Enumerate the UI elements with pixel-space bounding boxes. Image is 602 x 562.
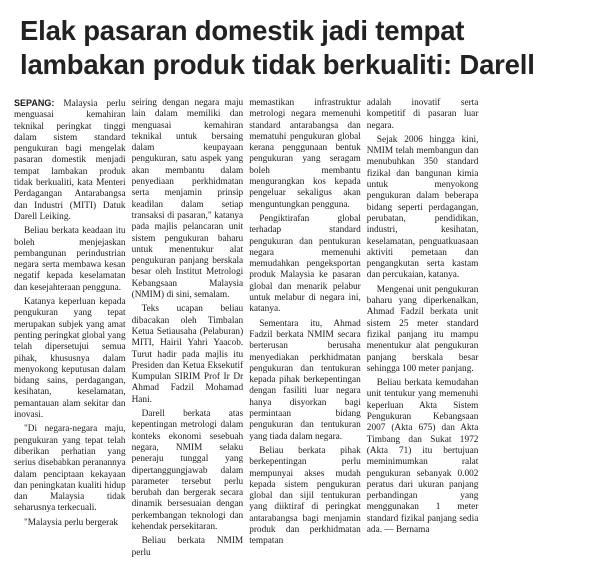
article-column-4 [367, 98, 479, 562]
paragraph: adalah inovatif serta kompetitif di pasaran luar negara. [366, 98, 479, 131]
paragraph: Sementara itu, Ahmad Fadzil berkata NMIM secara berterusan berusaha menyediakan perkhidmatan pengukuran dan tentukuran kepada pihak berkepentingan dengan fasiliti luar negara hanya disyorkan bagi permintaan bidang pengukuran dan tentukuran yang tiada dalam negara. [249, 318, 361, 442]
paragraph: Pengiktirafan global terhadap standard pengukuran dan pentukuran negara memenuhi memudahkan pengeksportan produk Malaysia ke pasaran global dan menarik pelabur untuk melabur di negara ini, katanya. [249, 213, 361, 315]
article-headline [6, 0, 596, 82]
paragraph: Beliau berkata keadaan itu boleh menjejaskan pembangunan perindustrian negara serta membawa kesan negatif kepada keselamatan dan kesejahteraan pengguna. [14, 226, 126, 293]
paragraph: Sejak 2006 hingga kini, NMIM telah membangun dan menubuhkan 350 standard fizikal dan bangunan kimia untuk menyokong pengukuran dalam beberapa bidang seperti perdagangan, perubatan, pendidikan, industri, kesihatan, keselamatan, penguatkuasaan aktiviti pemetaan dan pengangkutan serta kastam dan percukaian, katanya. [366, 134, 479, 281]
paragraph: "Malaysia perlu bergerak [24, 517, 118, 528]
paragraph-text: Malaysia perlu menguasai kemahiran teknikal peringkat tinggi dalam sistem standard pengukuran bagi mengelak pasaran domestik menjadi tempat lambakan produk tidak berkualiti, kata Menteri Perdagangan Antarabangsa dan Industri (MITI) Datuk Darell Leiking. [14, 99, 126, 222]
paragraph [14, 98, 126, 223]
paragraph: Beliau berkata kemudahan unit tentukur yang memenuhi keperluan Akta Sistem Pengukuran Kebangsaan 2007 (Akta 675) dan Akta Timbang dan Sukat 1972 (Akta 71) itu bertujuan meminimumkan ralat pengukuran sebanyak 0.002 peratus dari ukuran panjang perbandingan yang menggunakan 1 meter standard fizikal panjang sedia ada. — Bernama [366, 378, 479, 535]
paragraph: Mengenai unit pengukuran baharu yang diperkenalkan, Ahmad Fadzil berkata unit sistem 25 meter standard fizikal panjang itu mampu menentukur alat pengukuran panjang berskala besar sehingga 100 meter panjang. [366, 284, 479, 374]
article-body [14, 98, 596, 558]
article-column-2 [132, 98, 244, 562]
paragraph: Darell berkata atas kepentingan metrologi dalam konteks ekonomi sesebuah negara, NMIM selaku peneraju tunggal yang dipertanggungjawab dalam parameter tersebut perlu berubah dan bergerak secara dinamik bersesuaian dengan perkembangan teknologi dan kehendak persekitaran. [131, 409, 244, 532]
paragraph: seiring dengan negara maju lain dalam memiliki dan menguasai kemahiran teknikal untuk bersaing dalam keupayaan pengukuran, satu aspek yang akan membantu dalam penyediaan perkhidmatan serta menjamin prinsip keadilan dalam setiap transaksi di pasaran," katanya pada majlis pelancaran unit sistem pengukuran baharu untuk menentukur alat pengukuran panjang berskala besar oleh Institut Metrologi Kebangsaan Malaysia (NMIM) di sini, semalam. [131, 98, 244, 301]
headline-line-1: Elak pasaran domestik jadi tempat [20, 15, 465, 46]
paragraph: "Di negara-negara maju, pengukuran yang tepat telah diberikan perhatian yang serius disebabkan peranannya dalam penciptaan kekayaan dan peningkatan kualiti hidup dan Malaysia tidak seharusnya terkecuali. [14, 424, 126, 514]
paragraph: memastikan infrastruktur metrologi negara memenuhi standard antarabangsa dan mematuhi pengukuran global kerana penggunaan bentuk pengukuran yang seragam boleh membantu mengurangkan kos kepada pengeluar sekaligus akan menguntungkan pengguna. [249, 98, 361, 210]
paragraph: Beliau berkata pihak berkepentingan perlu mempunyai akses mudah kepada sistem pengukuran global dan sijil tentukuran yang diiktiraf di peringkat antarabangsa bagi menjamin produk dan perkhidmatan tempatan [249, 445, 361, 547]
article-column-3 [249, 98, 361, 562]
headline-line-2: lambakan produk tidak berkualiti: Darell [20, 49, 535, 80]
dateline: SEPANG: [14, 98, 55, 108]
paragraph: Teks ucapan beliau dibacakan oleh Timbalan Ketua Setiausaha (Pelaburan) MITI, Hairil Yahri Yaacob. Turut hadir pada majlis itu Presiden dan Ketua Eksekutif Kumpulan SIRIM Prof Ir Dr Ahmad Fadzil Mohamad Hani. [131, 304, 244, 405]
paragraph: Katanya keperluan kepada pengukuran yang tepat merupakan subjek yang amat penting peringkat global yang telah dipersetujui semua pihak, khususnya dalam menyokong keputusan dalam bidang sains, perdagangan, kesihatan, keselamatan, pemantauan alam sekitar dan inovasi. [14, 297, 126, 421]
paragraph: Beliau berkata NMIM perlu [131, 536, 244, 558]
article-column-1 [14, 98, 126, 562]
